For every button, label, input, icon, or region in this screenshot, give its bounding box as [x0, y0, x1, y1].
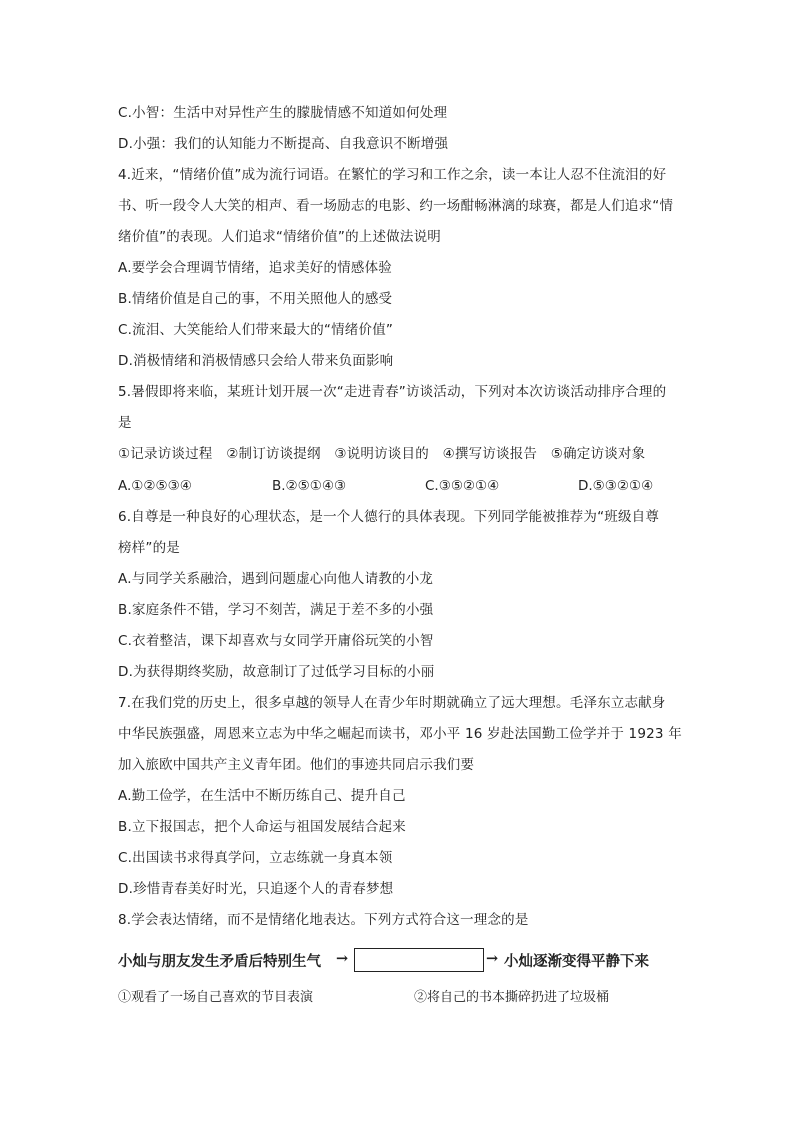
flow-arrow-right-icon: →	[336, 950, 349, 967]
q6-stem-line-2: 榜样”的是	[118, 540, 180, 556]
q4-stem-line-2: 书、听一段令人大笑的相声、看一场励志的电影、约一场酣畅淋漓的球赛，都是人们追求“情	[118, 198, 674, 214]
q4-stem-line-3: 绪价值”的表现。人们追求“情绪价值”的上述做法说明	[118, 229, 441, 245]
q5-choice-c: C.③⑤②①④	[425, 478, 500, 494]
q7-stem-line-2: 中华民族强盛，周恩来立志为中华之崛起而读书，邓小平 16 岁赴法国勤工俭学并于 1923 年	[118, 726, 682, 742]
q7-option-d: D.珍惜青春美好时光，只追逐个人的青春梦想	[118, 881, 394, 897]
q8-option-2: ②将自己的书本撕碎扔进了垃圾桶	[414, 990, 610, 1005]
q5-steps: ①记录访谈过程 ②制订访谈提纲 ③说明访谈目的 ④撰写访谈报告 ⑤确定访谈对象	[118, 446, 646, 462]
q8-flow-diagram	[118, 948, 678, 972]
q6-option-c: C.衣着整洁，课下却喜欢与女同学开庸俗玩笑的小智	[118, 633, 434, 649]
q6-option-d: D.为获得期终奖励，故意制订了过低学习目标的小丽	[118, 664, 435, 680]
q7-option-a: A.勤工俭学，在生活中不断历练自己、提升自己	[118, 788, 406, 804]
flow-arrow-right-icon: →	[486, 950, 499, 967]
q6-option-b: B.家庭条件不错，学习不刻苦，满足于差不多的小强	[118, 602, 434, 618]
q6-stem-line-1: 6.自尊是一种良好的心理状态，是一个人德行的具体表现。下列同学能被推荐为“班级自尊	[118, 509, 660, 525]
q8-stem: 8.学会表达情绪，而不是情绪化地表达。下列方式符合这一理念的是	[118, 912, 529, 928]
q7-option-c: C.出国读书求得真学问，立志练就一身真本领	[118, 850, 393, 866]
q7-stem-line-3: 加入旅欧中国共产主义青年团。他们的事迹共同启示我们要	[118, 757, 475, 773]
q7-option-b: B.立下报国志，把个人命运与祖国发展结合起来	[118, 819, 406, 835]
q6-option-a: A.与同学关系融洽，遇到问题虚心向他人请教的小龙	[118, 571, 434, 587]
q4-option-b: B.情绪价值是自己的事，不用关照他人的感受	[118, 291, 393, 307]
q5-stem-line-2: 是	[118, 415, 132, 431]
q5-choice-d: D.⑤③②①④	[578, 478, 654, 494]
q5-stem-line-1: 5.暑假即将来临，某班计划开展一次“走进青春”访谈活动，下列对本次访谈活动排序合理的	[118, 384, 667, 400]
q4-option-d: D.消极情绪和消极情感只会给人带来负面影响	[118, 353, 394, 369]
flow-end-text: 小灿逐渐变得平静下来	[504, 953, 649, 970]
q5-choice-a: A.①②⑤③④	[118, 478, 192, 494]
q3-option-c: C.小智：生活中对异性产生的朦胧情感不知道如何处理	[118, 105, 448, 121]
q4-option-c: C.流泪、大笑能给人们带来最大的“情绪价值”	[118, 322, 394, 338]
q8-option-1: ①观看了一场自己喜欢的节目表演	[118, 990, 314, 1005]
q5-choice-b: B.②⑤①④③	[272, 478, 347, 494]
flow-start-text: 小灿与朋友发生矛盾后特别生气	[118, 953, 321, 970]
q3-option-d: D.小强：我们的认知能力不断提高、自我意识不断增强	[118, 136, 449, 152]
q4-stem-line-1: 4.近来，“情绪价值”成为流行词语。在繁忙的学习和工作之余，读一本让人忍不住流泪的好	[118, 167, 667, 183]
flow-blank-box	[354, 948, 484, 972]
q7-stem-line-1: 7.在我们党的历史上，很多卓越的领导人在青少年时期就确立了远大理想。毛泽东立志献身	[118, 695, 666, 711]
q4-option-a: A.要学会合理调节情绪，追求美好的情感体验	[118, 260, 392, 276]
